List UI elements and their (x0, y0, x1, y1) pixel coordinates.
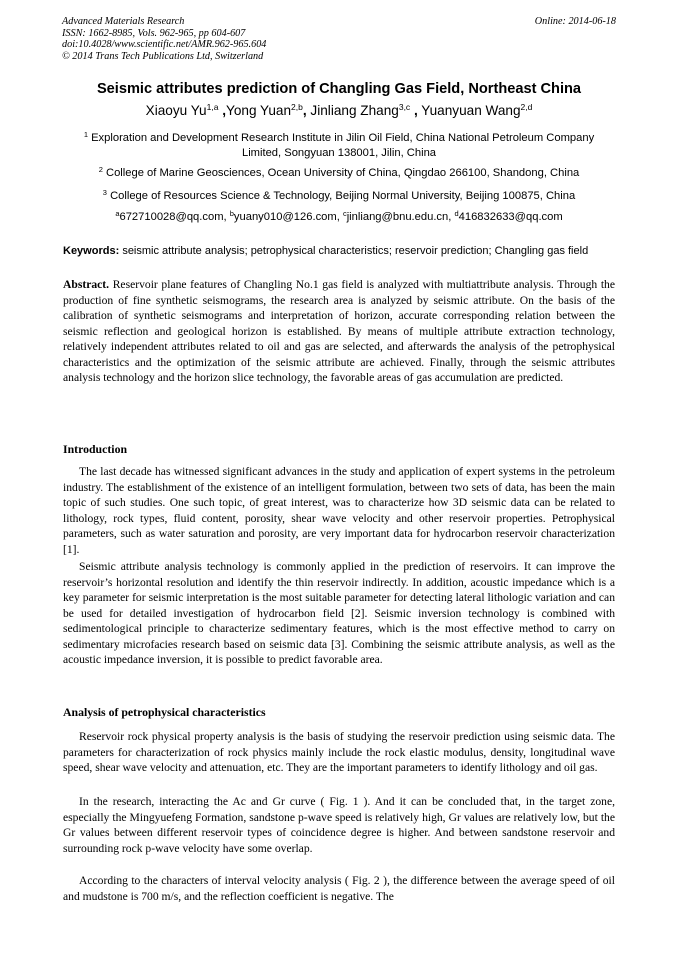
author-sup: 2,b (291, 102, 303, 112)
paragraph: In the research, interacting the Ac and Gr curve ( Fig. 1 ). And it can be concluded that, in the target zone, especially the Mingyuefeng Formation, sandstone p-wave speed is relatively high, Gr values are relatively low, but the Gr values between different reservoir types of coincidence degree is higher. And between sandstone reservoir and surrounding rock p-wave velocity have some overlap. (63, 795, 615, 855)
author-sup: 3,c (398, 102, 411, 112)
email-link[interactable]: yuany010@126.com, (233, 211, 340, 223)
abstract (63, 277, 615, 386)
email-link[interactable]: 672710028@qq.com, (119, 211, 227, 223)
copyright-line: © 2014 Trans Tech Publications Ltd, Switzerland (62, 50, 264, 62)
abstract-text: Reservoir plane features of Changling No.1 gas field is analyzed with multiattribute analysis. Through the production of fine synthetic seismograms, the research area is analyzed by seismic attribute. On the basis of the calibration of synthetic seismograms and interpretation of horizon, accurate corresponding relation between the seismic reflection and geological horizon is established. By means of multiple attribute extraction technology, relatively independent attributes related to oil and gas are selected, and afterwards the analysis of the petrophysical characteristics and the optimization of the seismic attribute are achieved. Finally, through the seismic attributes analysis technology and the horizon slice technology, the favorable areas of gas accumulation are predicted. (63, 278, 615, 384)
paragraph: The last decade has witnessed significant advances in the study and application of expert systems in the petroleum industry. The establishment of the existence of an intelligent formulation, between two sets of data, has been the main topic of such studies. One such topic, of great interest, was to characterize how 3D seismic data can be related to lithology, rock types, fluid content, porosity, shear wave velocity and other reservoir properties. Petrophysical parameters, such as water saturation and porosity, are very important data for hydrocarbon reservoir characterization [1]. (63, 465, 615, 556)
doi-line: doi:10.4028/www.scientific.net/AMR.962-965.604 (62, 39, 267, 51)
author-sup: 2,d (520, 102, 533, 112)
journal-header (62, 16, 616, 62)
keywords-label: Keywords: (63, 245, 120, 257)
abstract-label: Abstract. (63, 278, 110, 291)
affiliation-2: $^2$ College of Marine Geosciences, Ocean University of China, Qingdao 266100, Shandong, China (98, 165, 580, 179)
section-heading-introduction: Introduction (63, 442, 128, 456)
email-list: $^a$672710028@qq.com, $^b$yuany010@126.com, $^c$jinliang@bnu.edu.cn, $^d$416832633@qq.com (115, 209, 563, 223)
author-name: Jinliang Zhang (310, 103, 399, 118)
paragraph: Seismic attribute analysis technology is commonly applied in the prediction of reservoirs. It can improve the reservoir’s horizontal resolution and identify the thin reservoir indirectly. In addition, acoustic impedance which is a key parameter for seismic interpretation is the most suitable parameter for detecting lateral lithologic variation and can be used for detailed investigation of hydrocarbon field [2]. Seismic inversion technology is combined with sedimentological principle to characterize sedimentary features, which is the most effective method to carry on sedimentary microfacies research based on seismic data [3]. Combining the seismic attribute analysis, as well as the acoustic impedance inversion, it is possible to predict favorable area. (63, 560, 615, 666)
email-link[interactable]: jinliang@bnu.edu.cn, (346, 211, 452, 223)
author-list: Xiaoyu Yu$^{1,a}$ ,Yong Yuan$^{2,b}$, Jinliang Zhang$^{3,c}$ , Yuanyuan Wang$^{2,d}$ (145, 102, 533, 118)
author-sup: 1,a (206, 102, 219, 112)
affiliation-3: $^3$ College of Resources Science & Technology, Beijing Normal University, Beijing 100875, China (102, 188, 576, 202)
online-date: Online: 2014-06-18 (534, 16, 616, 27)
affiliation-1: $^1$ Exploration and Development Research Institute in Jilin Oil Field, China National Petroleum Company Limited, Songyuan 138001, Jilin, China (83, 130, 595, 159)
paragraph: According to the characters of interval velocity analysis ( Fig. 2 ), the difference between the average speed of oil and mudstone is 700 m/s, and the reflection coefficient is negative. The (63, 874, 615, 903)
keywords-text: seismic attribute analysis; petrophysical characteristics; reservoir prediction; Changling gas field (122, 245, 589, 257)
author-name: Yuanyuan Wang (421, 103, 521, 118)
journal-name: Advanced Materials Research (62, 16, 185, 27)
paragraph: Reservoir rock physical property analysis is the basis of studying the reservoir prediction using seismic data. The parameters for characterization of rock physics mainly include the rock elastic modulus, density, longitudinal wave speed, shear wave velocity and attenuation, etc. They are the important parameters to identify lithology and oil gas. (63, 730, 615, 774)
paper-title: Seismic attributes prediction of Changling Gas Field, Northeast China (96, 81, 582, 97)
author-name: Xiaoyu Yu (145, 103, 207, 118)
author-name: Yong Yuan (226, 103, 292, 118)
issn-line: ISSN: 1662-8985, Vols. 962-965, pp 604-607 (62, 27, 246, 39)
email-link[interactable]: 416832633@qq.com (458, 211, 563, 223)
keywords (63, 244, 615, 258)
section-heading-petrophysical: Analysis of petrophysical characteristics (63, 705, 266, 719)
